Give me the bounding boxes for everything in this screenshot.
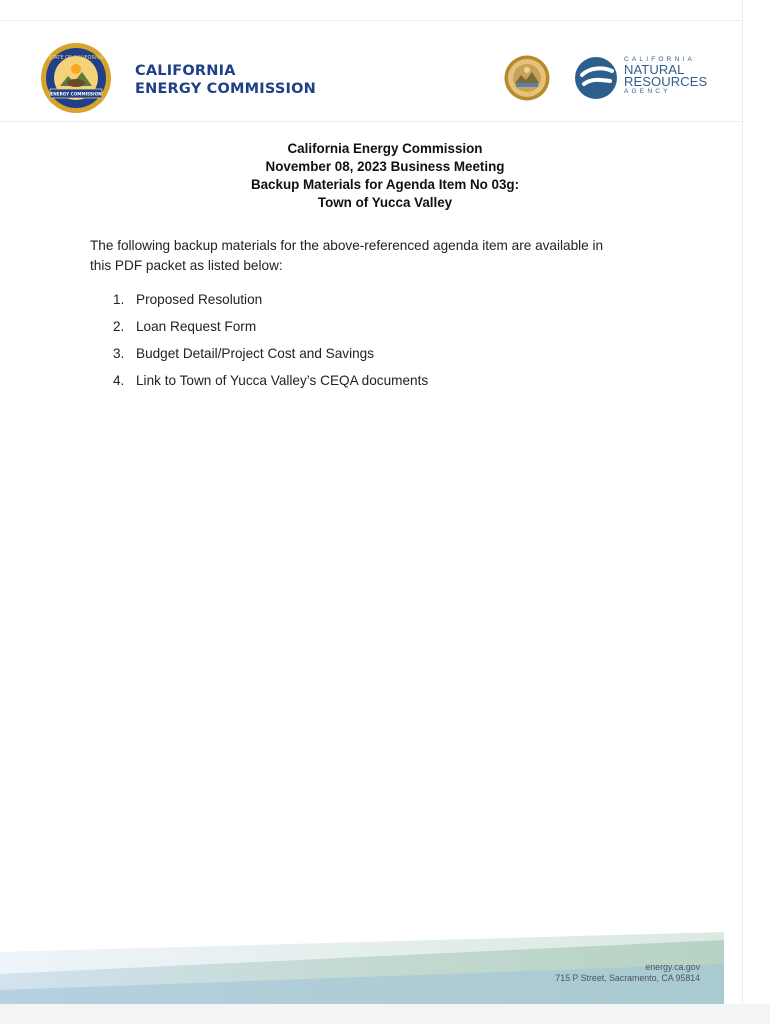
header-divider <box>0 121 742 122</box>
cec-seal-bottom-text: ENERGY COMMISSION <box>50 91 102 97</box>
footer-address: 715 P Street, Sacramento, CA 95814 <box>555 973 700 983</box>
cec-seal-icon <box>40 42 112 114</box>
cec-name-line1: CALIFORNIA <box>135 63 236 79</box>
cnra-state-label: CALIFORNIA <box>624 56 696 63</box>
list-item-label: Proposed Resolution <box>136 292 263 307</box>
list-item <box>113 344 428 371</box>
title-line-4: Town of Yucca Valley <box>317 195 453 210</box>
title-line-1: California Energy Commission <box>287 141 483 156</box>
footer-contact <box>555 962 700 984</box>
cnra-name-line2: RESOURCES <box>624 74 708 89</box>
intro-paragraph <box>90 236 680 276</box>
title-line-2: November 08, 2023 Business Meeting <box>265 159 505 174</box>
list-item <box>113 317 428 344</box>
list-item <box>113 290 428 317</box>
top-divider <box>0 20 742 21</box>
intro-line-1: The following backup materials for the above-referenced agenda item are available in <box>90 238 604 253</box>
intro-line-2: this PDF packet as listed below: <box>90 258 283 273</box>
cec-seal-top-text: STATE OF CALIFORNIA <box>48 55 104 61</box>
list-item-label: Link to Town of Yucca Valley’s CEQA documents <box>136 373 429 388</box>
cec-name-line2: ENERGY COMMISSION <box>135 81 316 97</box>
title-line-3: Backup Materials for Agenda Item No 03g: <box>250 177 520 192</box>
cnra-agency-label: AGENCY <box>624 88 671 95</box>
list-item-number: 2. <box>113 319 125 334</box>
list-item-label: Loan Request Form <box>136 319 257 334</box>
list-item-number: 3. <box>113 346 125 361</box>
document-title <box>0 140 770 212</box>
list-item-number: 4. <box>113 373 125 388</box>
state-seal-icon <box>504 55 550 101</box>
cnra-wordmark <box>624 56 707 96</box>
cec-wordmark <box>135 62 316 98</box>
list-item-number: 1. <box>113 292 125 307</box>
list-item-label: Budget Detail/Project Cost and Savings <box>136 346 375 361</box>
cnra-logo-icon <box>574 56 624 100</box>
footer-website: energy.ca.gov <box>645 962 700 972</box>
cnra-name-line1: NATURAL <box>624 62 685 77</box>
materials-list <box>113 290 428 398</box>
list-item <box>113 371 428 398</box>
